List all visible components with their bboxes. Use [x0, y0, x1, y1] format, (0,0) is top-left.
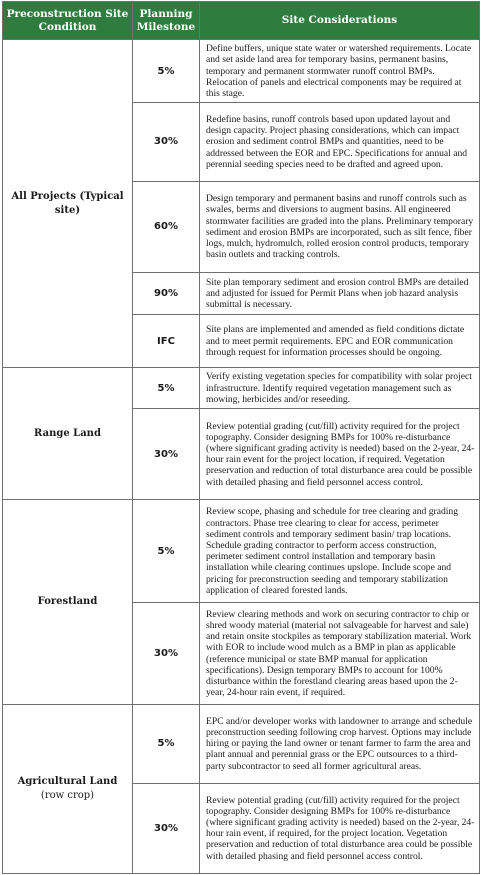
consideration-cell: Review scope, phasing and schedule for tree clearing and grading contractors. Phase tree clearing to clear for access, perimeter sediment controls and temporary sediment basin/ trap locations. Schedule grading contractor to perform access construction, perimeter sediment control installation and temporary basin installation while clearing continues upslope. Include scope and pricing for preconstruction seeding and temporary stabilization application of cleared forested lands.: [200, 500, 480, 602]
condition-label: All Projects (Typical site): [11, 190, 124, 216]
milestone-cell: 30%: [133, 409, 200, 500]
table-row: [3, 40, 480, 103]
consideration-cell: Redefine basins, runoff controls based upon updated layout and design capacity. Project phasing considerations, which can impact erosion and sediment control BMPs and quantities, need to be addressed between the EOR and EPC. Specifications for annual and perennial seeding species need to be drafted and agreed upon.: [200, 103, 480, 181]
consideration-cell: Site plans are implemented and amended as field conditions dictate and to meet permit requirements. EPC and EOR communication through request for information processes should be ongoing.: [200, 315, 480, 368]
consideration-cell: EPC and/or developer works with landowner to arrange and schedule preconstruction seeding following crop harvest. Options may include hiring or paying the land owner or tenant farmer to farm the area and plant annual and perennial grass or the EPC outsources to a third-party subcontractor to seed all former agricultural areas.: [200, 705, 480, 783]
milestone-cell: 90%: [133, 272, 200, 314]
milestone-cell: 5%: [133, 500, 200, 602]
table-row: [3, 368, 480, 409]
condition-label: Range Land: [34, 427, 101, 439]
header-considerations: Site Considerations: [200, 2, 480, 40]
consideration-cell: Review clearing methods and work on securing contractor to chip or shred woody material (material not salvageable for harvest and sale) and retain onsite stockpiles as temporary stabilization material. Work with EOR to include wood mulch as a BMP in plan as applicable (reference municipal or state BMP manual for application specifications). Design temporary BMPs to account for 100% disturbance within the forestland clearing areas based upon the 2-year, 24-hour rain event, if required.: [200, 602, 480, 704]
condition-label: Forestland: [37, 596, 98, 608]
table-row: [3, 500, 480, 602]
condition-sublabel: (row crop): [40, 790, 95, 802]
milestone-cell: 30%: [133, 783, 200, 873]
table-row: [3, 705, 480, 783]
site-considerations-table: [2, 1, 480, 874]
consideration-cell: Review potential grading (cut/fill) activity required for the project topography. Consider designing BMPs for 100% re-disturbance (where significant grading activity is needed) based on the 2-year, 24-hour rain event, if required, for the project location. Vegetation preservation and reduction of total disturbance area could be possible with detailed phasing and field personnel access control.: [200, 783, 480, 873]
consideration-cell: Define buffers, unique state water or watershed requirements. Locate and set aside land area for temporary basins, permanent basins, temporary and permanent stormwater runoff control BMPs. Relocation of panels and electrical components may be required at this stage.: [200, 40, 480, 103]
milestone-cell: 5%: [133, 40, 200, 103]
milestone-cell: IFC: [133, 315, 200, 368]
header-condition: Preconstruction Site Condition: [3, 2, 133, 40]
milestone-cell: 30%: [133, 103, 200, 181]
condition-cell: [3, 368, 133, 500]
consideration-cell: Design temporary and permanent basins and runoff controls such as swales, berms and diversions to augment basins. All engineered stormwater facilities are graded into the plans. Preliminary temporary sediment and erosion BMPs are incorporated, such as silt fence, fiber logs, mulch, hydromulch, rolled erosion control products, temporary basin outlets and tracking controls.: [200, 181, 480, 272]
header-row: [3, 2, 480, 40]
consideration-cell: Review potential grading (cut/fill) activity required for the project topography. Consider designing BMPs for 100% re-disturbance (where significant grading activity is needed) based on the 2-year, 24-hour rain event for the project location, if required. Vegetation preservation and reduction of total disturbance area could be possible with detailed phasing and field personnel access control.: [200, 409, 480, 500]
consideration-cell: Verify existing vegetation species for compatibility with solar project infrastructure. Identify required vegetation management such as mowing, herbicides and/or reseeding.: [200, 368, 480, 409]
condition-label: Agricultural Land: [17, 776, 118, 788]
header-milestone: Planning Milestone: [133, 2, 200, 40]
consideration-cell: Site plan temporary sediment and erosion control BMPs are detailed and adjusted for issued for Permit Plans when job hazard analysis submittal is necessary.: [200, 272, 480, 314]
milestone-cell: 5%: [133, 368, 200, 409]
milestone-cell: 60%: [133, 181, 200, 272]
milestone-cell: 5%: [133, 705, 200, 783]
condition-cell: [3, 40, 133, 368]
condition-cell: [3, 705, 133, 874]
condition-cell: [3, 500, 133, 705]
milestone-cell: 30%: [133, 602, 200, 704]
